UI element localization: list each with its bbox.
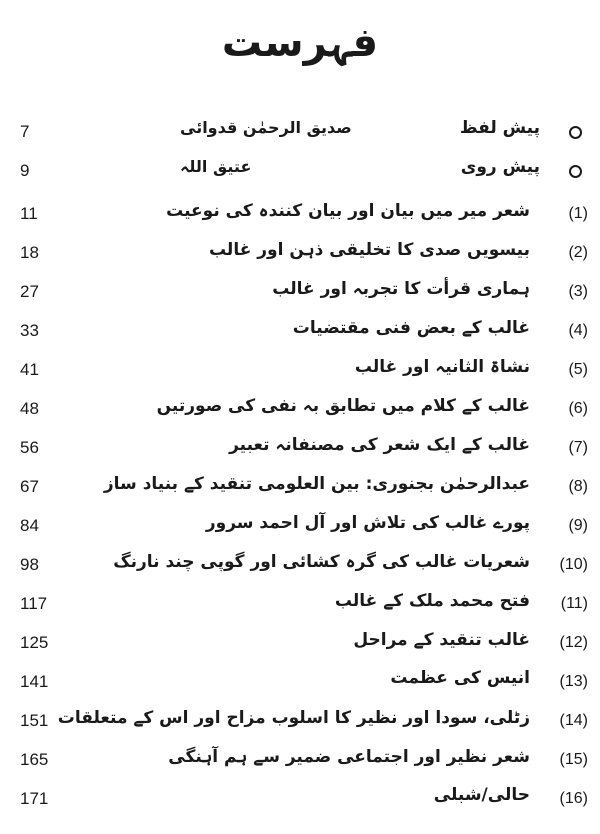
- chapter-title: غالب کے کلام میں تطابق بہ نفی کی صورتیں: [156, 396, 530, 416]
- chapter-number: (9): [568, 517, 588, 534]
- page-number: 98: [20, 555, 39, 574]
- page-number: 27: [20, 282, 39, 301]
- bullet-circle-icon: [569, 165, 582, 178]
- chapter-row: [0, 783, 600, 819]
- chapter-row: [0, 627, 600, 663]
- chapter-row: [0, 705, 600, 741]
- entry-title: پیش لفظ: [459, 118, 540, 138]
- chapter-title: غالب کے ایک شعر کی مصنفانہ تعبیر: [229, 435, 530, 455]
- page-number: 18: [20, 243, 39, 262]
- chapter-number: (15): [559, 751, 588, 768]
- chapter-number: (1): [568, 205, 588, 222]
- chapter-number: (2): [568, 244, 588, 261]
- chapter-title: غالب تنقید کے مراحل: [353, 630, 530, 650]
- chapter-row: [0, 393, 600, 429]
- chapter-title: فتح محمد ملک کے غالب: [334, 591, 530, 611]
- chapter-row: [0, 471, 600, 507]
- chapter-row: [0, 744, 600, 780]
- front-matter-row: [0, 155, 600, 191]
- page-number: 151: [20, 711, 49, 730]
- chapter-row: [0, 354, 600, 390]
- chapter-title: غالب کے بعض فنی مقتضیات: [292, 318, 530, 338]
- chapter-number: (4): [568, 322, 588, 339]
- chapter-number: (14): [559, 712, 588, 729]
- chapter-row: [0, 510, 600, 546]
- chapter-title: ہماری قرأت کا تجربہ اور غالب: [272, 279, 530, 299]
- chapter-title: شعر نظیر اور اجتماعی ضمیر سے ہم آہنگی: [168, 747, 530, 767]
- chapter-number: (6): [568, 400, 588, 417]
- page-number: 7: [20, 122, 30, 141]
- page-number: 125: [20, 633, 49, 652]
- page-number: 9: [20, 161, 30, 180]
- page-number: 41: [20, 360, 39, 379]
- page-number: 84: [20, 516, 39, 535]
- chapter-title: حالی/شبلی: [433, 785, 530, 805]
- chapter-title: عبدالرحمٰن بجنوری: بین العلومی تنقید کے بنیاد ساز: [103, 474, 530, 494]
- chapter-row: [0, 198, 600, 234]
- chapter-number: (7): [568, 439, 588, 456]
- chapter-row: [0, 276, 600, 312]
- author-name: صدیق الرحمٰن قدوائی: [180, 118, 352, 137]
- page-number: 141: [20, 672, 49, 691]
- chapter-number: (10): [559, 556, 588, 573]
- chapter-row: [0, 549, 600, 585]
- chapter-number: (8): [568, 478, 588, 495]
- chapter-title: پورے غالب کی تلاش اور آل احمد سرور: [205, 513, 530, 533]
- chapter-row: [0, 237, 600, 273]
- page-number: 165: [20, 750, 49, 769]
- chapter-row: [0, 588, 600, 624]
- chapter-title: شعریات غالب کی گرہ کشائی اور گوپی چند نارنگ: [113, 552, 530, 572]
- page-number: 33: [20, 321, 39, 340]
- chapter-number: (13): [559, 673, 588, 690]
- chapter-title: زٹلی، سودا اور نظیر کا اسلوب مزاح اور اس کے متعلقات: [57, 708, 530, 728]
- chapter-number: (12): [559, 634, 588, 651]
- author-name: عتیق اللہ: [180, 157, 252, 176]
- chapter-title: نشاۃ الثانیہ اور غالب: [354, 357, 530, 377]
- chapter-number: (5): [568, 361, 588, 378]
- chapter-title: شعر میر میں بیان اور بیان کنندہ کی نوعیت: [166, 201, 530, 221]
- page-number: 171: [20, 789, 49, 808]
- page-number: 11: [20, 204, 38, 223]
- chapter-title: بیسویں صدی کا تخلیقی ذہن اور غالب: [208, 240, 530, 260]
- chapter-row: [0, 315, 600, 351]
- chapter-number: (16): [559, 790, 588, 807]
- chapter-number: (3): [568, 283, 588, 300]
- chapter-title: انیس کی عظمت: [390, 668, 530, 688]
- page-number: 48: [20, 399, 39, 418]
- page-number: 56: [20, 438, 39, 457]
- page-title: فہرست: [221, 20, 379, 66]
- front-matter-row: [0, 116, 600, 152]
- page-number: 117: [20, 594, 48, 613]
- chapter-number: (11): [560, 595, 588, 612]
- entry-title: پیش روی: [460, 157, 540, 177]
- bullet-circle-icon: [569, 126, 582, 139]
- chapter-row: [0, 666, 600, 702]
- chapter-row: [0, 432, 600, 468]
- page-number: 67: [20, 477, 39, 496]
